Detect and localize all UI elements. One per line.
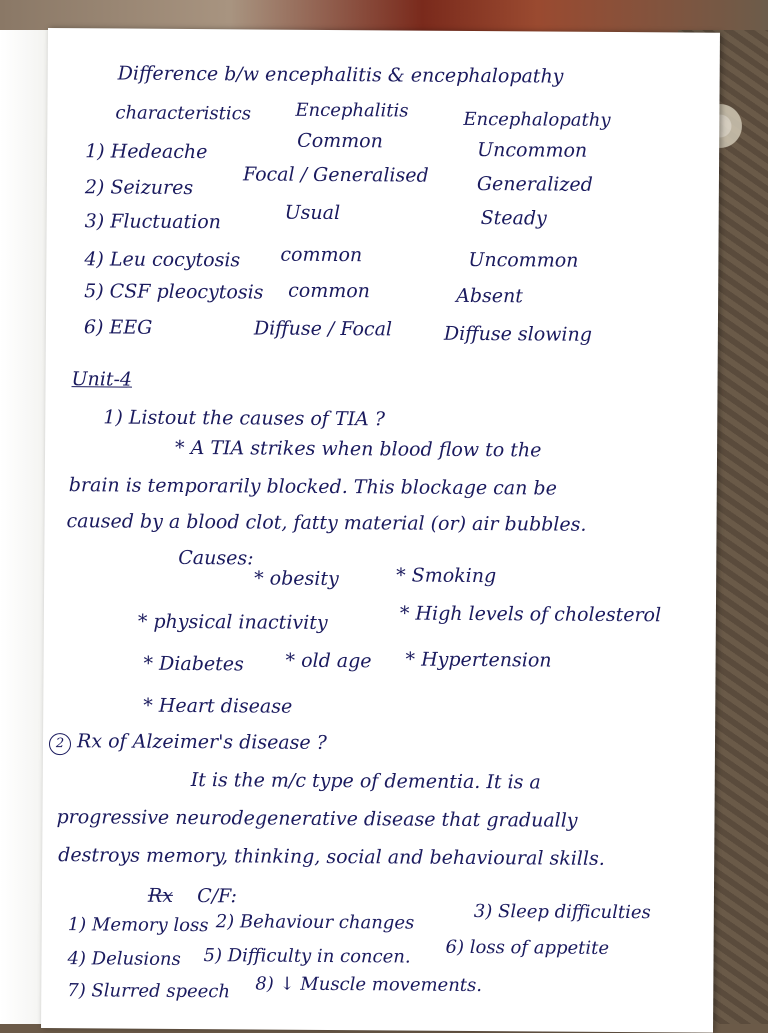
cause-item: * High levels of cholesterol — [399, 602, 662, 627]
cf-item: 5) Difficulty in concen. — [203, 945, 411, 968]
cf-heading — [147, 884, 238, 908]
cause-item: * Hypertension — [405, 648, 552, 672]
notebook-page — [41, 28, 720, 1033]
row-number: 1) — [85, 140, 105, 163]
struck-rx-label: Rx — [147, 884, 174, 907]
question-2-text: Rx of Alzeimer's disease ? — [76, 730, 327, 754]
row-encephalopathy-value: Generalized — [476, 172, 593, 196]
q2-answer-line: progressive neurodegenerative disease that gradually — [56, 806, 578, 832]
table-row — [85, 178, 193, 198]
row-encephalitis-value: Common — [297, 129, 383, 153]
cf-item: 7) Slurred speech — [67, 980, 231, 1003]
q1-answer-line: brain is temporarily blocked. This blockage can be — [68, 474, 557, 500]
row-number: 6) — [83, 316, 104, 339]
row-encephalitis-value: common — [280, 243, 363, 267]
cf-item: 1) Memory loss — [67, 914, 209, 937]
cf-item: 8) ↓ Muscle movements. — [255, 973, 483, 997]
causes-label: Causes: — [178, 546, 254, 570]
table-row — [85, 142, 207, 162]
row-characteristic: Leu cocytosis — [109, 248, 241, 272]
page-title: Difference b/w encephalitis & encephalopathy — [117, 62, 564, 88]
q1-answer-line: caused by a blood clot, fatty material (or) air bubbles. — [66, 510, 587, 536]
row-characteristic: Seizures — [110, 176, 194, 200]
cf-item: 6) loss of appetite — [445, 936, 610, 959]
row-number: 3) — [84, 210, 105, 233]
row-number: 4) — [84, 248, 104, 271]
cf-item: 2) Behaviour changes — [215, 911, 415, 934]
cause-item: * Heart disease — [143, 694, 293, 718]
row-encephalitis-value: Diffuse / Focal — [253, 317, 393, 341]
row-encephalopathy-value: Steady — [480, 207, 547, 230]
header-characteristics: characteristics — [115, 102, 252, 125]
cause-item: * Smoking — [396, 564, 497, 588]
cause-item: * Diabetes — [143, 652, 244, 676]
row-characteristic: Hedeache — [110, 140, 208, 164]
row-characteristic: EEG — [109, 316, 153, 339]
q2-answer-line: destroys memory, thinking, social and behavioural skills. — [58, 844, 605, 870]
row-characteristic: Fluctuation — [110, 210, 222, 234]
cause-item: * physical inactivity — [137, 610, 328, 634]
row-number: 2) — [84, 176, 105, 199]
table-row — [84, 318, 153, 337]
q1-answer-line: * A TIA strikes when blood flow to the — [174, 436, 542, 462]
cause-item: * obesity — [254, 567, 339, 591]
row-characteristic: CSF pleocytosis — [109, 280, 264, 304]
cf-item: 4) Delusions — [67, 948, 181, 970]
cf-item: 3) Sleep difficulties — [473, 900, 651, 924]
unit-heading: Unit-4 — [71, 368, 133, 391]
cf-label: C/F: — [197, 885, 238, 908]
header-encephalitis: Encephalitis — [295, 99, 409, 122]
table-row — [84, 282, 263, 302]
row-encephalitis-value: common — [288, 279, 371, 303]
row-encephalopathy-value: Uncommon — [468, 248, 579, 272]
row-encephalopathy-value: Diffuse slowing — [443, 322, 593, 346]
table-row — [84, 250, 240, 270]
row-encephalopathy-value: Absent — [456, 284, 523, 308]
header-encephalopathy: Encephalopathy — [463, 108, 611, 131]
question-2 — [49, 732, 327, 757]
row-encephalitis-value: Focal / Generalised — [242, 163, 429, 187]
cause-item: * old age — [285, 649, 372, 673]
question-number-circle: 2 — [49, 733, 71, 755]
row-encephalitis-value: Usual — [284, 201, 341, 225]
question-1: 1) Listout the causes of TIA ? — [103, 406, 386, 431]
row-encephalopathy-value: Uncommon — [477, 138, 588, 162]
q2-answer-line: It is the m/c type of dementia. It is a — [190, 769, 541, 794]
table-row — [85, 212, 221, 232]
row-number: 5) — [84, 280, 104, 303]
